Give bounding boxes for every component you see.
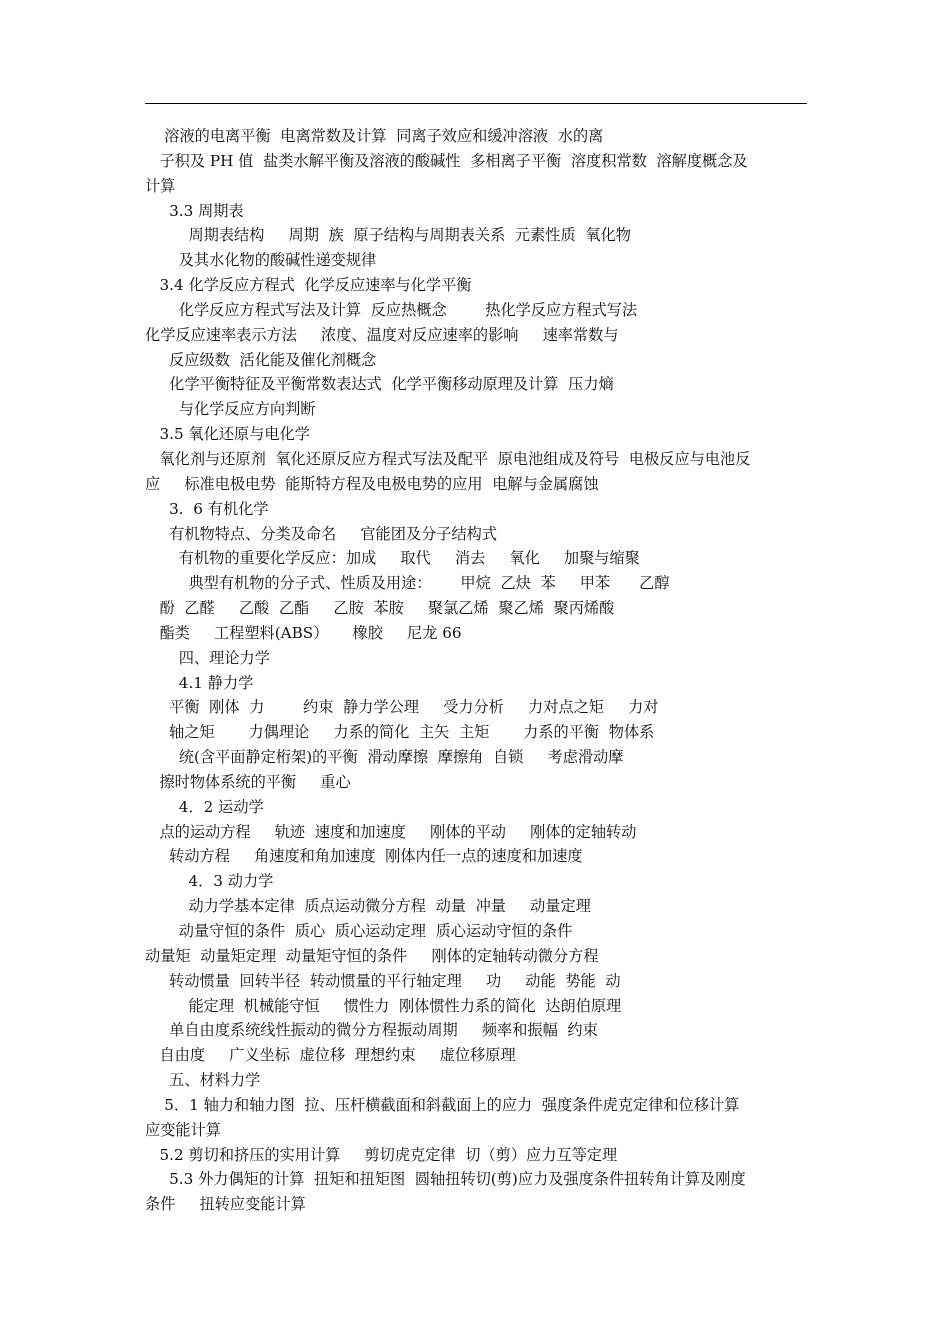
text-line: 4．3 动力学: [145, 872, 274, 891]
text-line: 自由度 广义坐标 虚位移 理想约束 虚位移原理: [145, 1046, 516, 1065]
text-line: 动量矩 动量矩定理 动量矩守恒的条件 刚体的定轴转动微分方程: [145, 946, 599, 965]
text-line: 平衡 刚体 力 约束 静力学公理 受力分析 力对点之矩 力对: [145, 698, 659, 717]
text-line: 能定理 机械能守恒 惯性力 刚体惯性力系的简化 达朗伯原理: [145, 996, 622, 1015]
text-line: 五、材料力学: [145, 1071, 261, 1090]
text-line: 及其水化物的酸碱性递变规律: [145, 251, 377, 270]
header-rule: [145, 103, 807, 104]
text-line: 擦时物体系统的平衡 重心: [145, 772, 351, 791]
text-line: 溶液的电离平衡 电离常数及计算 同离子效应和缓冲溶液 水的离: [145, 127, 604, 145]
text-line: 化学反应方程式写法及计算 反应热概念 热化学反应方程式写法: [145, 300, 638, 319]
text-line: 子积及 PH 值 盐类水解平衡及溶液的酸碱性 多相离子平衡 溶度积常数 溶解度概念及: [145, 151, 748, 170]
text-line: 3.5 氧化还原与电化学: [145, 425, 310, 444]
text-line: 化学平衡特征及平衡常数表达式 化学平衡移动原理及计算 压力熵: [145, 375, 614, 394]
text-line: 动力学基本定律 质点运动微分方程 动量 冲量 动量定理: [145, 897, 591, 916]
text-line: 酯类 工程塑料(ABS） 橡胶 尼龙 66: [145, 623, 462, 642]
text-line: 5.3 外力偶矩的计算 扭矩和扭矩图 圆轴扭转切(剪)应力及强度条件扭转角计算及刚度: [145, 1170, 746, 1189]
text-line: 3.4 化学反应方程式 化学反应速率与化学平衡: [145, 276, 472, 295]
text-line: 有机物特点、分类及命名 官能团及分子结构式: [145, 524, 498, 543]
text-line: 单自由度系统线性振动的微分方程振动周期 频率和振幅 约束: [145, 1021, 598, 1040]
text-line: 4．2 运动学: [145, 797, 264, 816]
text-line: 点的运动方程 轨迹 速度和加速度 刚体的平动 刚体的定轴转动: [145, 822, 637, 841]
text-line: 氧化剂与还原剂 氧化还原反应方程式写法及配平 原电池组成及符号 电极反应与电池反: [145, 449, 751, 468]
text-line: 3.3 周期表: [145, 201, 244, 220]
text-line: 酚 乙醛 乙酸 乙酯 乙胺 苯胺 聚氯乙烯 聚乙烯 聚丙烯酸: [145, 599, 615, 618]
text-line: 统(含平面静定桁架)的平衡 滑动摩擦 摩擦角 自锁 考虑滑动摩: [145, 748, 624, 767]
text-line: 反应级数 活化能及催化剂概念: [145, 350, 377, 369]
text-line: 条件 扭转应变能计算: [145, 1195, 306, 1214]
text-line: 4.1 静力学: [145, 673, 254, 692]
text-line: 动量守恒的条件 质心 质心运动定理 质心运动守恒的条件: [145, 922, 573, 940]
text-line: 5.2 剪切和挤压的实用计算 剪切虎克定律 切（剪）应力互等定理: [145, 1145, 618, 1164]
text-line: 转动方程 角速度和角加速度 刚体内任一点的速度和加速度: [145, 847, 583, 866]
text-line: 化学反应速率表示方法 浓度、温度对反应速率的影响 速率常数与: [145, 325, 619, 344]
text-line: 应变能计算: [145, 1120, 221, 1139]
text-line: 5．1 轴力和轴力图 拉、压杆横截面和斜截面上的应力 强度条件虎克定律和位移计算: [145, 1095, 740, 1114]
text-line: 轴之矩 力偶理论 力系的简化 主矢 主矩 力系的平衡 物体系: [145, 723, 655, 742]
text-line: 典型有机物的分子式、性质及用途： 甲烷 乙炔 苯 甲苯 乙醇: [145, 574, 670, 593]
text-line: 周期表结构 周期 族 原子结构与周期表关系 元素性质 氧化物: [145, 226, 631, 245]
text-line: 与化学反应方向判断: [145, 400, 316, 419]
document-body: [145, 124, 810, 1217]
text-line: 计算: [145, 176, 176, 195]
text-line: 3. 6 有机化学: [145, 499, 269, 518]
text-line: 四、理论力学: [145, 648, 270, 667]
text-line: 应 标准电极电势 能斯特方程及电极电势的应用 电解与金属腐蚀: [145, 474, 599, 493]
text-line: 有机物的重要化学反应：加成 取代 消去 氧化 加聚与缩聚: [145, 549, 640, 568]
text-line: 转动惯量 回转半径 转动惯量的平行轴定理 功 动能 势能 动: [145, 971, 621, 990]
